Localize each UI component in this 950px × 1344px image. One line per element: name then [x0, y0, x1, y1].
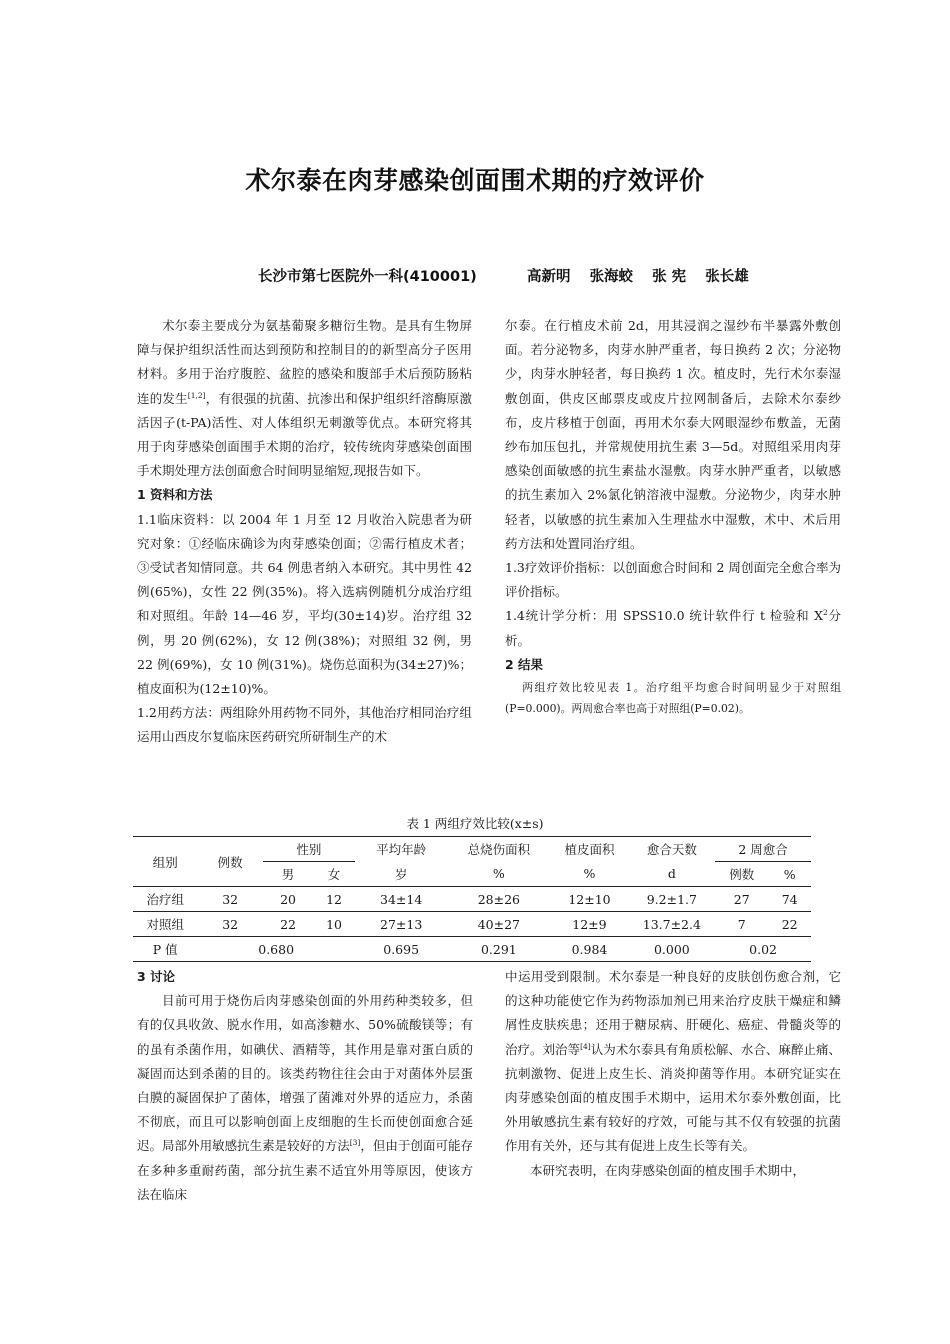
author-list — [527, 265, 763, 286]
citation: [1,2] — [187, 390, 206, 400]
statistics-paragraph: 1.4统计学分析：用 SPSS10.0 统计软件行 t 检验和 $X^2$分析。 — [505, 608, 841, 648]
column-right-top — [505, 314, 841, 719]
header-cell: % — [583, 866, 596, 882]
table-row: 治疗组 32 20 12 34±14 28±26 12±10 9.2±1.7 27 74 — [133, 887, 811, 912]
author: 张长雄 — [705, 269, 749, 285]
column-left-top — [137, 314, 472, 750]
affiliation: 长沙市第七医院外一科(410001) — [258, 269, 477, 285]
conclusion-paragraph: 本研究表明，在肉芽感染创面的植皮围手术期中， — [530, 1162, 806, 1178]
table-row: 对照组 32 22 10 27±13 40±27 12±9 13.7±2.4 7 22 — [133, 912, 811, 937]
header-cell: % — [783, 866, 796, 882]
table-header-row — [133, 837, 811, 862]
author: 张海蛟 — [589, 269, 634, 285]
section-heading: 1 资料和方法 — [137, 487, 213, 503]
paper-title: 术尔泰在肉芽感染创面围术期的疗效评价 — [245, 166, 705, 195]
header-cell: 性别 — [263, 837, 355, 862]
section-heading: 2 结果 — [505, 656, 544, 672]
header-cell: 组别 — [133, 837, 197, 887]
table-caption: 表 1 两组疗效比较(x±s) — [406, 816, 544, 831]
header-cell: % — [492, 866, 505, 882]
evaluation-paragraph: 1.3疗效评价指标：以创面愈合时间和 2 周创面完全愈合率为评价指标。 — [505, 560, 841, 600]
results-paragraph: 两组疗效比较见表 1。治疗组平均愈合时间明显少于对照组(P=0.000)。两周愈合率也高于对照组(P=0.02)。 — [505, 681, 841, 716]
header-cell: 平均年龄 — [355, 837, 447, 862]
intro-paragraph: 术尔泰主要成分为氨基葡聚多糖衍生物。是具有生物屏障与保护组织活性而达到预防和控制目的的新型高分子医用材料。多用于治疗腹腔、盆腔的感染和腹部手术后预防肠粘连的发生[1,2]，有很强的抗菌、抗渗出和保护组织纤溶酶原激活因子(t-PA)活性、对人体组织无刺激等优点。本研究将其用于肉芽感染创面围手术期的治疗，较传统肉芽感染创面围手术期处理方法创面愈合时间明显缩短,现报告如下。 — [137, 318, 472, 479]
header-cell: 男 — [281, 867, 295, 882]
citation: [3] — [349, 1138, 361, 1148]
header-cell: 女 — [327, 867, 341, 882]
header-cell: 2 周愈合 — [715, 837, 811, 862]
author: 高新明 — [527, 269, 571, 285]
header-cell: 例数 — [729, 867, 755, 882]
header-cell: d — [667, 866, 676, 882]
header-cell: 植皮面积 — [550, 837, 628, 862]
discussion-paragraph-cont: 中运用受到限制。术尔泰是一种良好的皮肤创伤愈合剂，它的这种功能使它作为药物添加剂已用来治疗皮肤干燥症和鳞屑性皮肤疾患；还用于糖尿病、肝硬化、癌症、骨髓炎等的治疗。刘治等[4]认为术尔泰具有角质松解、水合、麻醉止痛、抗刺激物、促进上皮生长、消炎抑菌等作用。本研究证实在肉芽感染创面的植皮围手术期中，运用术尔泰外敷创面，比外用敏感抗生素有较好的疗效，可能与其不仅有较强的抗菌作用有关外，还与其有促进上皮生长等有关。 — [505, 969, 841, 1154]
discussion-paragraph: 目前可用于烧伤后肉芽感染创面的外用药种类较多，但有的仅具收敛、脱水作用，如高渗糖水、50%硫酸镁等；有的虽有杀菌作用，如碘伏、酒精等，其作用是靠对蛋白质的凝固而达到杀菌的目的。该类药物往往会由于对菌体外层蛋白膜的凝固保护了菌体，增强了菌滩对外界的适应力，杀菌不彻底，而且可以影响创面上皮细胞的生长而使创面愈合延迟。局部外用敏感抗生素是较好的方法[3]，但由于创面可能存在多种多重耐药菌，部分抗生素不适宜外用等原因，使该方法在临床 — [137, 993, 473, 1202]
author: 张 宪 — [652, 269, 687, 285]
table-row-p-value: P 值 0.680 0.695 0.291 0.984 0.000 0.02 — [133, 937, 811, 962]
medication-paragraph: 1.2用药方法：两组除外用药物不同外，其他治疗相同治疗组运用山西皮尔复临床医药研究所研制生产的术 — [137, 705, 472, 745]
column-left-bottom — [137, 965, 473, 1207]
section-heading: 3 讨论 — [137, 969, 176, 984]
column-right-bottom — [505, 965, 841, 1183]
header-cell: 愈合天数 — [629, 837, 716, 862]
results-table — [133, 836, 811, 962]
medication-paragraph-cont: 尔泰。在行植皮术前 2d，用其浸润之湿纱布半暴露外敷创面。若分泌物多，肉芽水肿严重者，每日换药 2 次；分泌物少，肉芽水肿轻者，每日换药 1 次。植皮时，先行术尔泰湿敷创面，供皮区邮票皮或皮片拉网制备后，去除术尔泰纱布，皮片移植于创面，再用术尔泰大网眼湿纱布敷盖，无菌纱布加压包扎，并常规使用抗生素 3—5d。对照组采用肉芽感染创面敏感的抗生素盐水湿敷。肉芽水肿严重者，以敏感的抗生素加入 2%氯化钠溶液中湿敷。分泌物少，肉芽水肿轻者，以敏感的抗生素加入生理盐水中湿敷，术中、术后用药方法和处置同治疗组。 — [505, 318, 841, 551]
header-cell: 岁 — [394, 866, 408, 882]
header-cell: 总烧伤面积 — [447, 837, 550, 862]
clinical-data-paragraph: 1.1临床资料：以 2004 年 1 月至 12 月收治入院患者为研究对象：①经临床确诊为肉芽感染创面；②需行植皮术者；③受试者知情同意。共 64 例患者纳入本研究。其中男性 42 例(65%)，女性 22 例(35%)。将入选病例随机分成治疗组和对照组。年龄 14—46 岁，平均(30±14)岁。治疗组 32 例，男 20 例(62%)，女 12 例(38%)；对照组 32 例，男 22 例(69%)，女 10 例(31%)。烧伤总面积为(34±27)%；植皮面积为(12±10)%。 — [137, 511, 472, 697]
header-cell: 例数 — [197, 837, 263, 887]
citation: [4] — [580, 1041, 591, 1051]
